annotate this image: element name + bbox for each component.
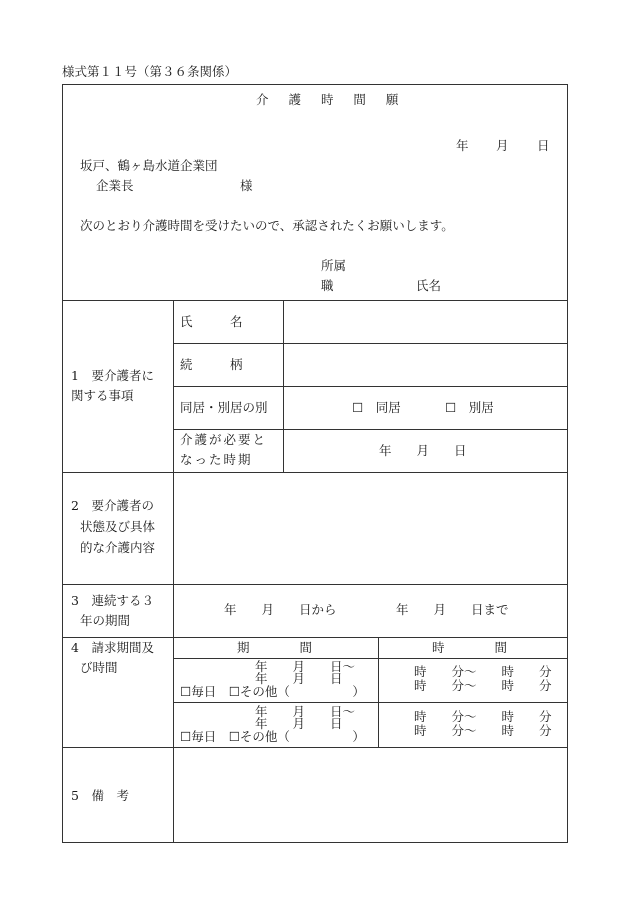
period-from: 年 月 日から [224, 602, 337, 617]
addressee-organization: 坂戸、鶴ヶ島水道企業団 [80, 158, 218, 173]
cohabit-label: 同居・別居の別 [180, 400, 268, 415]
care-needed-label-line2: なった時期 [180, 452, 253, 467]
section1-heading-line1: 1 要介護者に [71, 368, 154, 383]
row-time-1: 時 分〜 時 分 [414, 664, 552, 679]
row-frequency-options[interactable]: ☐毎日 ☐その他（ ） [180, 729, 365, 744]
section3-heading-line2: 年の期間 [80, 613, 131, 628]
row-time-1: 時 分〜 時 分 [414, 709, 552, 724]
row-time-2: 時 分〜 時 分 [414, 723, 552, 738]
date-month: 月 [496, 138, 509, 153]
relation-label: 続 柄 [180, 357, 243, 372]
section3-heading-line1: 3 連続する３ [71, 593, 154, 608]
date-day: 日 [537, 138, 550, 153]
applicant-name: 氏名 [416, 278, 442, 293]
period-header: 期 間 [237, 640, 313, 655]
row-date-end: 年 月 日 [255, 671, 343, 686]
row-time-2: 時 分〜 時 分 [414, 678, 552, 693]
row-date-start: 年 月 日〜 [255, 704, 356, 719]
addressee-position: 企業長 [96, 178, 134, 193]
time-header: 時 間 [432, 640, 508, 655]
section2-heading-line2: 状態及び具体 [80, 519, 156, 534]
cohabit-option-together[interactable]: ☐ 同居 [352, 400, 401, 415]
applicant-post: 職 [321, 278, 334, 293]
row-frequency-options[interactable]: ☐毎日 ☐その他（ ） [180, 684, 365, 699]
section4-heading-line1: 4 請求期間及 [71, 640, 154, 655]
row-date-end: 年 月 日 [255, 716, 343, 731]
care-needed-date: 年 月 日 [379, 443, 467, 458]
name-label: 氏 名 [180, 314, 243, 329]
form-title: 介 護 時 間 願 [256, 92, 407, 107]
request-text: 次のとおり介護時間を受けたいので、承認されたくお願いします。 [80, 218, 454, 233]
section1-heading-line2: 関する事項 [71, 388, 134, 403]
cohabit-option-separate[interactable]: ☐ 別居 [445, 400, 494, 415]
period-to: 年 月 日まで [396, 602, 509, 617]
section4-heading-line2: び時間 [80, 660, 118, 675]
section5-heading: 5 備 考 [71, 788, 129, 803]
form-number: 様式第１１号（第３６条関係） [62, 64, 238, 79]
care-needed-label-line1: 介護が必要と [180, 432, 268, 447]
section2-heading-line3: 的な介護内容 [80, 540, 156, 555]
addressee-honorific: 様 [240, 178, 253, 193]
section2-heading-line1: 2 要介護者の [71, 498, 154, 513]
applicant-affiliation: 所属 [321, 258, 347, 273]
row-date-start: 年 月 日〜 [255, 659, 356, 674]
date-year: 年 [456, 138, 469, 153]
